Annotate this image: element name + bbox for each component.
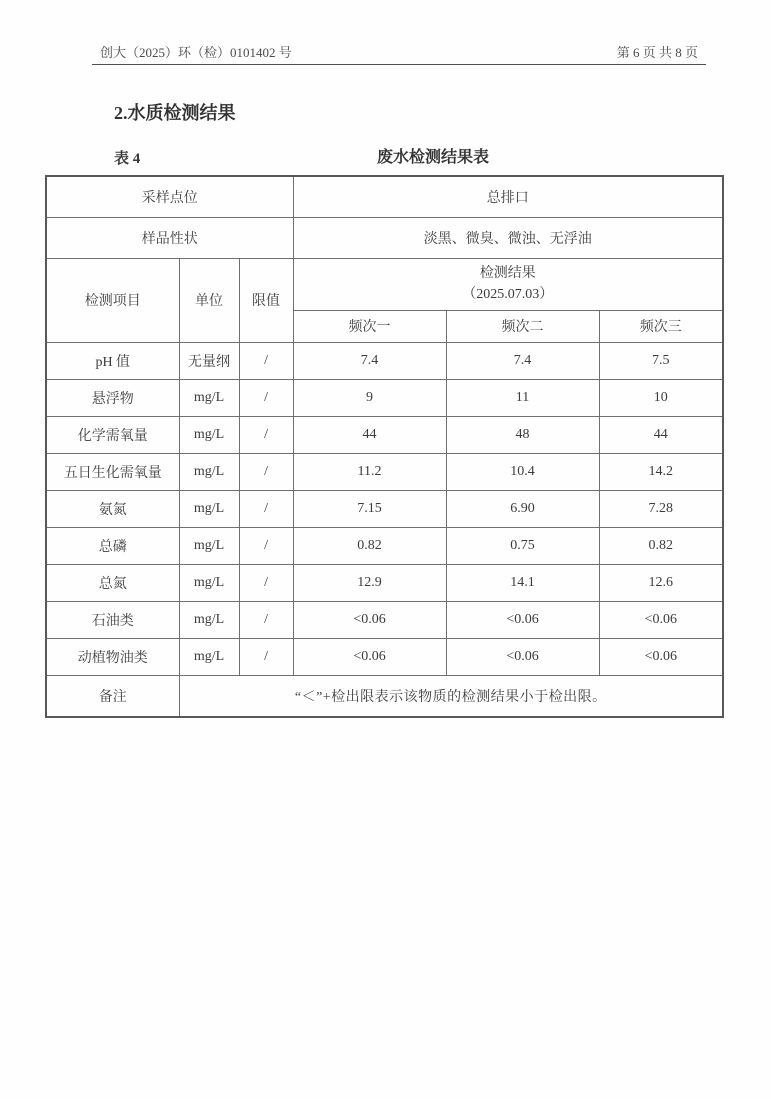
limit-cell: / bbox=[239, 490, 293, 527]
unit-cell: mg/L bbox=[179, 564, 239, 601]
value-cell: 48 bbox=[446, 416, 599, 453]
page-indicator: 第 6 页 共 8 页 bbox=[616, 45, 698, 60]
value-cell: <0.06 bbox=[293, 601, 446, 638]
table-row bbox=[46, 453, 723, 490]
unit-cell: 无量纲 bbox=[179, 342, 239, 379]
table-row bbox=[46, 638, 723, 675]
value-cell: 10.4 bbox=[446, 453, 599, 490]
value-cell: 0.75 bbox=[446, 527, 599, 564]
table-row bbox=[46, 416, 723, 453]
limit-cell: / bbox=[239, 564, 293, 601]
unit-cell: mg/L bbox=[179, 601, 239, 638]
table-row bbox=[46, 527, 723, 564]
table-row bbox=[46, 379, 723, 416]
table-title: 废水检测结果表 bbox=[376, 149, 489, 166]
column-header-item: 检测项目 bbox=[46, 258, 179, 342]
value-cell: <0.06 bbox=[293, 638, 446, 675]
item-cell: pH 值 bbox=[46, 342, 179, 379]
limit-cell: / bbox=[239, 453, 293, 490]
value-cell: 44 bbox=[293, 416, 446, 453]
value-cell: 6.90 bbox=[446, 490, 599, 527]
value-cell: <0.06 bbox=[446, 601, 599, 638]
table-row bbox=[46, 564, 723, 601]
item-cell: 石油类 bbox=[46, 601, 179, 638]
unit-cell: mg/L bbox=[179, 379, 239, 416]
sample-character-row bbox=[46, 217, 723, 258]
value-cell: 11 bbox=[446, 379, 599, 416]
section-title: 2.水质检测结果 bbox=[114, 103, 236, 123]
column-header-limit: 限值 bbox=[239, 258, 293, 342]
table-row bbox=[46, 342, 723, 379]
unit-cell: mg/L bbox=[179, 638, 239, 675]
value-cell: 11.2 bbox=[293, 453, 446, 490]
item-cell: 总磷 bbox=[46, 527, 179, 564]
value-cell: 44 bbox=[599, 416, 723, 453]
remark-text: “＜”+检出限表示该物质的检测结果小于检出限。 bbox=[179, 675, 723, 717]
header-divider bbox=[92, 64, 706, 65]
sample-character-value: 淡黑、微臭、微浊、无浮油 bbox=[293, 217, 723, 258]
limit-cell: / bbox=[239, 527, 293, 564]
value-cell: 12.6 bbox=[599, 564, 723, 601]
limit-cell: / bbox=[239, 342, 293, 379]
unit-cell: mg/L bbox=[179, 527, 239, 564]
sampling-point-value: 总排口 bbox=[293, 176, 723, 217]
limit-cell: / bbox=[239, 638, 293, 675]
document-number: 创大（2025）环（检）0101402 号 bbox=[100, 45, 292, 60]
limit-cell: / bbox=[239, 379, 293, 416]
unit-cell: mg/L bbox=[179, 416, 239, 453]
value-cell: 7.28 bbox=[599, 490, 723, 527]
column-header-unit: 单位 bbox=[179, 258, 239, 342]
item-cell: 化学需氧量 bbox=[46, 416, 179, 453]
item-cell: 总氮 bbox=[46, 564, 179, 601]
frequency-header-1: 频次一 bbox=[293, 310, 446, 342]
table-row bbox=[46, 601, 723, 638]
limit-cell: / bbox=[239, 601, 293, 638]
sampling-point-label: 采样点位 bbox=[46, 176, 293, 217]
value-cell: <0.06 bbox=[446, 638, 599, 675]
value-cell: 7.4 bbox=[293, 342, 446, 379]
value-cell: <0.06 bbox=[599, 638, 723, 675]
sampling-point-row bbox=[46, 176, 723, 217]
value-cell: 14.2 bbox=[599, 453, 723, 490]
table-row bbox=[46, 490, 723, 527]
table-label: 表 4 bbox=[114, 151, 141, 167]
item-cell: 五日生化需氧量 bbox=[46, 453, 179, 490]
unit-cell: mg/L bbox=[179, 490, 239, 527]
value-cell: 7.15 bbox=[293, 490, 446, 527]
value-cell: 0.82 bbox=[599, 527, 723, 564]
limit-cell: / bbox=[239, 416, 293, 453]
item-cell: 悬浮物 bbox=[46, 379, 179, 416]
value-cell: 7.5 bbox=[599, 342, 723, 379]
value-cell: 9 bbox=[293, 379, 446, 416]
sample-character-label: 样品性状 bbox=[46, 217, 293, 258]
result-header-cell bbox=[293, 258, 723, 310]
value-cell: 10 bbox=[599, 379, 723, 416]
remark-row bbox=[46, 675, 723, 717]
value-cell: 14.1 bbox=[446, 564, 599, 601]
frequency-header-2: 频次二 bbox=[446, 310, 599, 342]
frequency-header-3: 频次三 bbox=[599, 310, 723, 342]
column-header-row bbox=[46, 258, 723, 310]
value-cell: 7.4 bbox=[446, 342, 599, 379]
result-header-date: （2025.07.03） bbox=[462, 287, 554, 302]
results-table bbox=[45, 175, 724, 718]
value-cell: 0.82 bbox=[293, 527, 446, 564]
unit-cell: mg/L bbox=[179, 453, 239, 490]
item-cell: 氨氮 bbox=[46, 490, 179, 527]
item-cell: 动植物油类 bbox=[46, 638, 179, 675]
value-cell: <0.06 bbox=[599, 601, 723, 638]
page-header bbox=[100, 42, 698, 61]
remark-label: 备注 bbox=[46, 675, 179, 717]
value-cell: 12.9 bbox=[293, 564, 446, 601]
result-header-title: 检测结果 bbox=[479, 266, 536, 281]
